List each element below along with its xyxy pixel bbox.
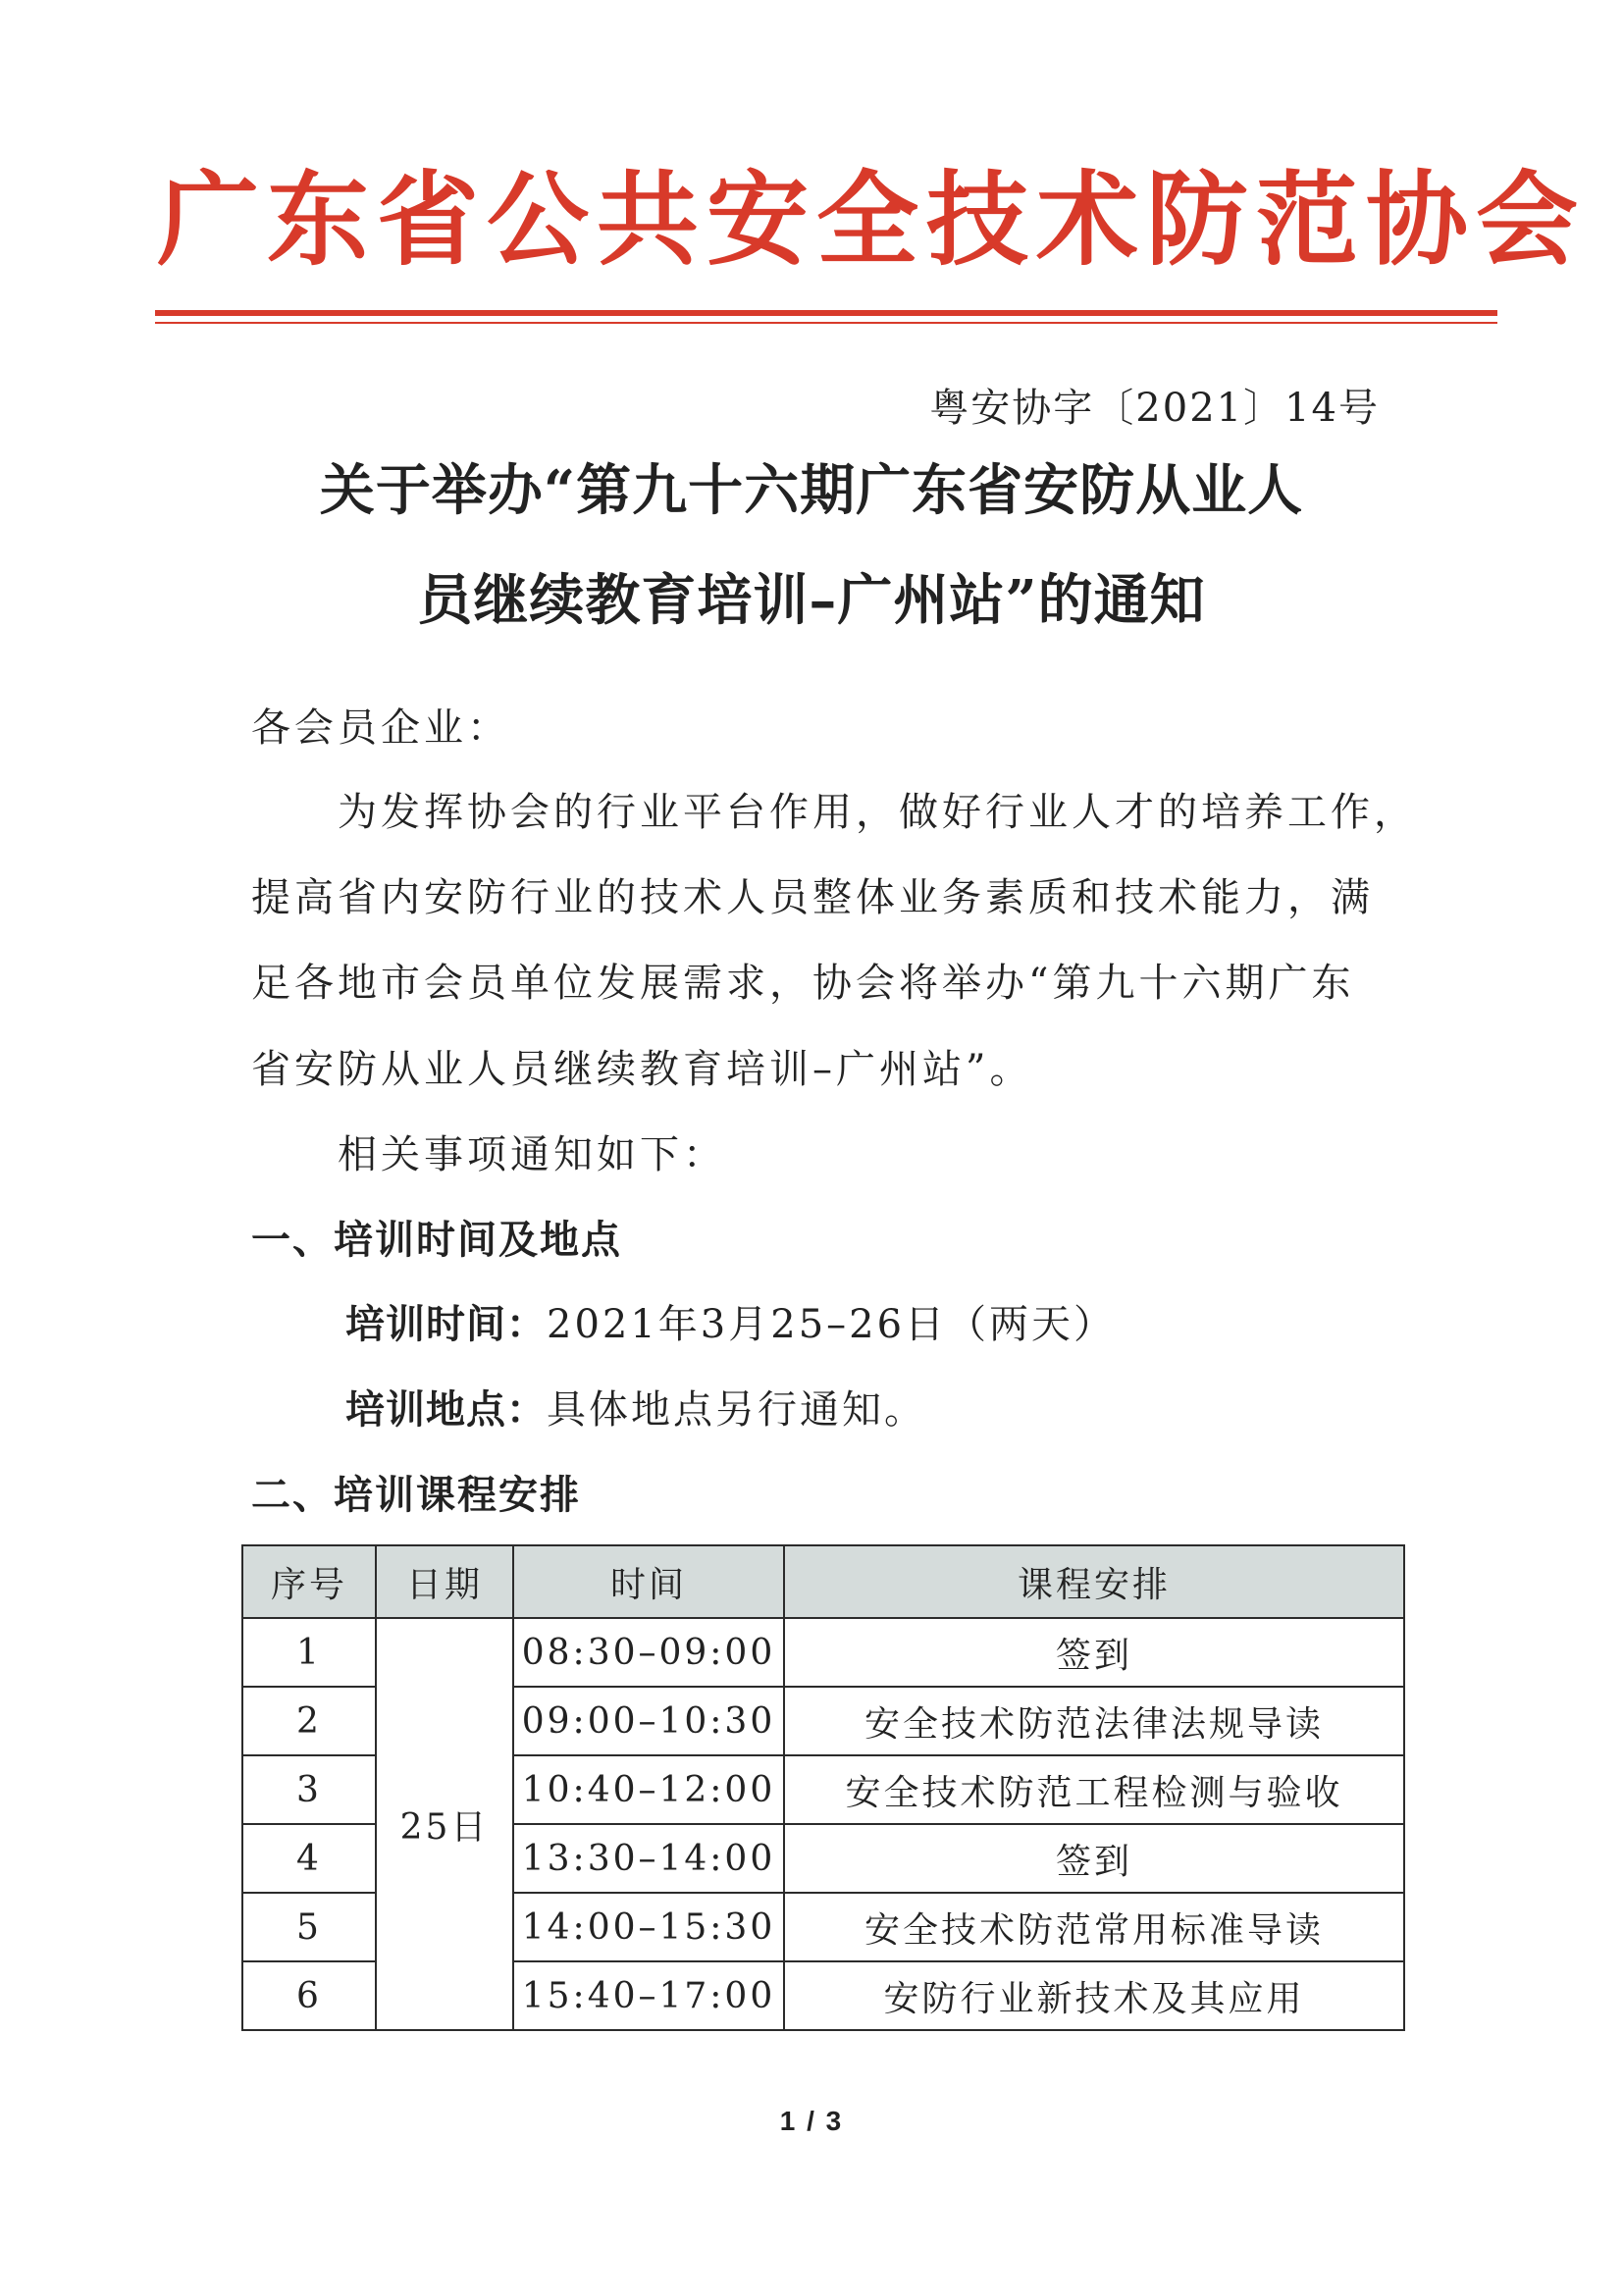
salutation: 各会员企业： <box>251 705 510 751</box>
notice-title-line-2: 员继续教育培训–广州站”的通知 <box>417 568 1206 633</box>
cell-seq: 2 <box>242 1687 376 1755</box>
body-paragraph-line-2: 提高省内安防行业的技术人员整体业务素质和技术能力，满 <box>251 875 1374 920</box>
table-row <box>242 1618 1404 1687</box>
cell-course: 签到 <box>784 1824 1404 1893</box>
training-time-label: 培训时间： <box>345 1302 547 1347</box>
notice-title-line-1: 关于举办“第九十六期广东省安防从业人 <box>319 458 1304 523</box>
cell-date-merged: 25日 <box>376 1618 513 2030</box>
cell-seq: 3 <box>242 1755 376 1824</box>
body-paragraph-line-4: 省安防从业人员继续教育培训–广州站”。 <box>251 1047 1033 1092</box>
training-place-line <box>345 1387 926 1433</box>
page-number: 1 / 3 <box>779 2106 844 2136</box>
section-heading-time-place: 一、培训时间及地点 <box>251 1218 622 1263</box>
cell-course: 安全技术防范常用标准导读 <box>784 1893 1404 1961</box>
document-number: 粤安协字〔2021〕14号 <box>929 386 1380 431</box>
letterhead-divider-thick <box>155 310 1497 316</box>
cell-time: 08:30–09:00 <box>513 1618 784 1687</box>
cell-time: 10:40–12:00 <box>513 1755 784 1824</box>
cell-course: 安全技术防范法律法规导读 <box>784 1687 1404 1755</box>
body-paragraph-line-3: 足各地市会员单位发展需求，协会将举办“第九十六期广东 <box>251 961 1355 1006</box>
cell-course: 签到 <box>784 1618 1404 1687</box>
letterhead-divider-thin <box>155 322 1497 324</box>
header-time: 时间 <box>513 1545 784 1618</box>
header-date: 日期 <box>376 1545 513 1618</box>
training-time-line <box>345 1302 1117 1347</box>
body-intro: 相关事项通知如下： <box>338 1132 726 1177</box>
training-place-value: 具体地点另行通知。 <box>547 1387 926 1433</box>
schedule-table <box>241 1544 1405 2031</box>
schedule-header-row <box>242 1545 1404 1618</box>
cell-time: 14:00–15:30 <box>513 1893 784 1961</box>
cell-seq: 5 <box>242 1893 376 1961</box>
header-seq: 序号 <box>242 1545 376 1618</box>
training-place-label: 培训地点： <box>345 1387 547 1433</box>
cell-time: 09:00–10:30 <box>513 1687 784 1755</box>
cell-seq: 4 <box>242 1824 376 1893</box>
cell-time: 13:30–14:00 <box>513 1824 784 1893</box>
cell-seq: 1 <box>242 1618 376 1687</box>
header-course: 课程安排 <box>784 1545 1404 1618</box>
letterhead-organization: 广东省公共安全技术防范协会 <box>157 160 1587 280</box>
cell-course: 安防行业新技术及其应用 <box>784 1961 1404 2030</box>
section-heading-schedule: 二、培训课程安排 <box>251 1473 581 1518</box>
cell-time: 15:40–17:00 <box>513 1961 784 2030</box>
cell-seq: 6 <box>242 1961 376 2030</box>
cell-course: 安全技术防范工程检测与验收 <box>784 1755 1404 1824</box>
training-time-value: 2021年3月25–26日（两天） <box>547 1302 1117 1347</box>
body-paragraph-line-1: 为发挥协会的行业平台作用，做好行业人才的培养工作， <box>338 790 1417 835</box>
